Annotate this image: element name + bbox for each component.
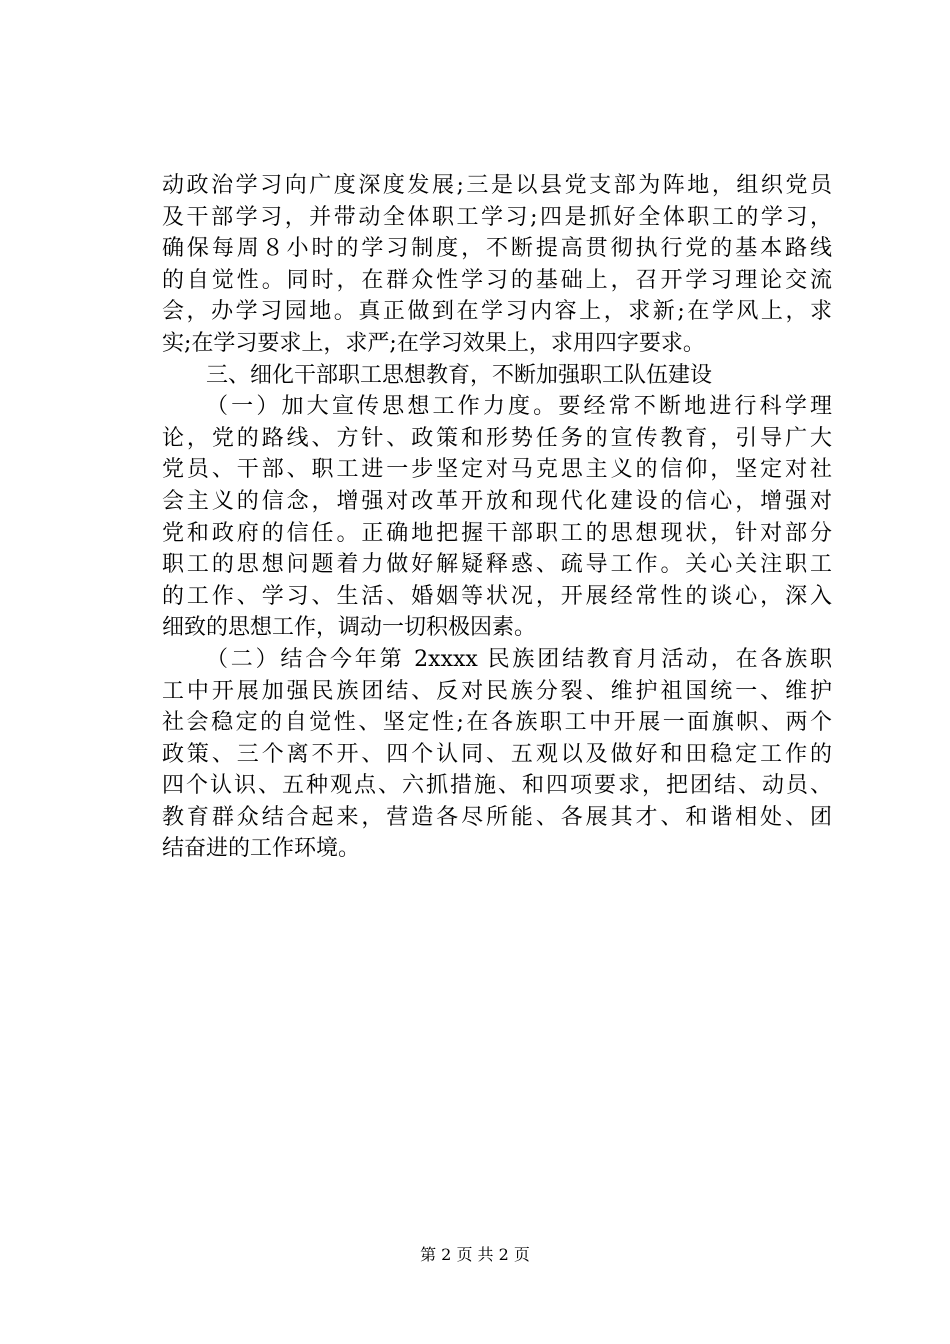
document-body (162, 170, 832, 865)
text-line: 会，办学习园地。真正做到在学习内容上，求新;在学风上，求 (162, 299, 832, 325)
text-line: 会主义的信念，增强对改革开放和现代化建设的信心，增强对 (162, 488, 832, 514)
page-number-footer: 第 2 页 共 2 页 (420, 1245, 530, 1264)
text-line: 党和政府的信任。正确地把握干部职工的思想现状，针对部分 (162, 520, 832, 546)
text-line: （一）加大宣传思想工作力度。要经常不断地进行科学理 (206, 394, 832, 420)
text-line: 结奋进的工作环境。 (162, 836, 361, 862)
text-line: 的工作、学习、生活、婚姻等状况，开展经常性的谈心，深入 (162, 583, 832, 609)
text-line: 论，党的路线、方针、政策和形势任务的宣传教育，引导广大 (162, 425, 832, 451)
text-line: 党员、干部、职工进一步坚定对马克思主义的信仰，坚定对社 (162, 457, 832, 483)
text-line: 细致的思想工作，调动一切积极因素。 (162, 615, 537, 641)
text-line: 实;在学习要求上，求严;在学习效果上，求用四字要求。 (162, 330, 705, 356)
text-line: 确保每周８小时的学习制度，不断提高贯彻执行党的基本路线 (162, 236, 832, 262)
text-line: 及干部学习，并带动全体职工学习;四是抓好全体职工的学习， (162, 204, 832, 230)
text-line: 社会稳定的自觉性、坚定性;在各族职工中开展一面旗帜、两个 (162, 710, 832, 736)
text-line: 四个认识、五种观点、六抓措施、和四项要求，把团结、动员、 (162, 773, 832, 799)
text-line: 工中开展加强民族团结、反对民族分裂、维护祖国统一、维护 (162, 678, 832, 704)
text-line: 教育群众结合起来，营造各尽所能、各展其才、和谐相处、团 (162, 804, 832, 830)
text-line: 动政治学习向广度深度发展;三是以县党支部为阵地，组织党员 (162, 173, 832, 198)
text-line: 政策、三个离不开、四个认同、五观以及做好和田稳定工作的 (162, 741, 832, 767)
text-line: （二）结合今年第 2xxxx 民族团结教育月活动，在各族职 (206, 646, 832, 672)
text-line: 的自觉性。同时，在群众性学习的基础上，召开学习理论交流 (162, 267, 832, 293)
text-line: 职工的思想问题着力做好解疑释惑、疏导工作。关心关注职工 (162, 552, 832, 578)
section-heading: 三、细化干部职工思想教育，不断加强职工队伍建设 (206, 362, 713, 388)
